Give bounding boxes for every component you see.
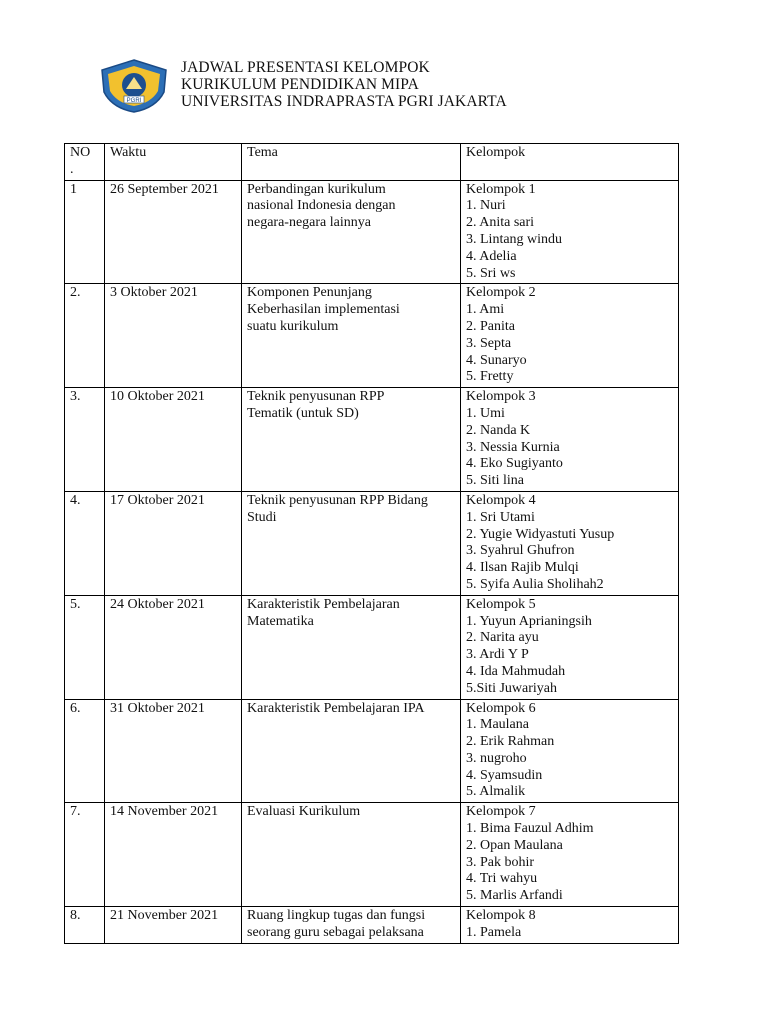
- group-name: Kelompok 5: [466, 596, 536, 612]
- member-item: 4. Sunaryo: [466, 352, 527, 368]
- pgri-shield-logo-icon: [96, 58, 172, 114]
- cell-kelompok: [461, 595, 679, 699]
- member-item: 2. Anita sari: [466, 215, 535, 231]
- member-item: 3. Nessia Kurnia: [466, 439, 560, 455]
- header-line-3: UNIVERSITAS INDRAPRASTA PGRI JAKARTA: [181, 93, 507, 110]
- member-item: 1. Bima Fauzul Adhim: [466, 821, 594, 837]
- member-item: 3. Septa: [466, 335, 512, 351]
- member-item: 3. Pak bohir: [466, 854, 535, 870]
- cell-kelompok: [461, 180, 679, 284]
- cell-no: 5.: [65, 595, 105, 699]
- cell-tema: Komponen Penunjang Keberhasilan implementasi suatu kurikulum: [242, 284, 461, 388]
- table-row: [65, 803, 679, 907]
- member-item: 2. Narita ayu: [466, 630, 539, 646]
- logo-text: PGRI: [126, 98, 142, 104]
- group-name: Kelompok 7: [466, 804, 536, 820]
- group-name: Kelompok 6: [466, 700, 536, 716]
- member-item: 5. Fretty: [466, 369, 514, 385]
- member-item: 4. Tri wahyu: [466, 871, 538, 887]
- member-item: 4. Syamsudin: [466, 767, 543, 783]
- header-kelompok: Kelompok: [461, 144, 679, 181]
- cell-waktu: 26 September 2021: [105, 180, 242, 284]
- pgri-logo: [96, 58, 172, 114]
- member-item: 4. Adelia: [466, 248, 517, 264]
- cell-kelompok: [461, 699, 679, 803]
- cell-waktu: 24 Oktober 2021: [105, 595, 242, 699]
- cell-tema: Perbandingan kurikulum nasional Indonesia dengan negara-negara lainnya: [242, 180, 461, 284]
- member-item: 2. Nanda K: [466, 422, 531, 438]
- group-name: Kelompok 8: [466, 908, 536, 924]
- table-row: [65, 284, 679, 388]
- member-item: 1. Maulana: [466, 717, 529, 733]
- member-item: 3. Lintang windu: [466, 231, 563, 247]
- cell-no: 8.: [65, 907, 105, 944]
- member-item: 1. Umi: [466, 405, 505, 421]
- table-row: [65, 491, 679, 595]
- cell-no: 1: [65, 180, 105, 284]
- cell-waktu: 14 November 2021: [105, 803, 242, 907]
- member-item: 5. Sri ws: [466, 265, 516, 281]
- member-item: 3. Ardi Y P: [466, 647, 529, 663]
- member-item: 4. Ilsan Rajib Mulqi: [466, 560, 579, 576]
- cell-waktu: 31 Oktober 2021: [105, 699, 242, 803]
- table-header-row: [65, 144, 679, 181]
- table-row: [65, 699, 679, 803]
- header-line-2: KURIKULUM PENDIDIKAN MIPA: [181, 76, 419, 93]
- cell-no: 4.: [65, 491, 105, 595]
- cell-kelompok: [461, 284, 679, 388]
- cell-waktu: 10 Oktober 2021: [105, 388, 242, 492]
- member-item: 2. Opan Maulana: [466, 837, 563, 853]
- member-item: 2. Erik Rahman: [466, 734, 555, 750]
- cell-no: 2.: [65, 284, 105, 388]
- member-item: 3. Syahrul Ghufron: [466, 543, 575, 559]
- cell-kelompok: [461, 491, 679, 595]
- cell-kelompok: [461, 388, 679, 492]
- member-item: 5. Siti lina: [466, 473, 524, 489]
- cell-tema: Karakteristik Pembelajaran Matematika: [242, 595, 461, 699]
- member-item: 1. Yuyun Aprianingsih: [466, 613, 592, 629]
- table-row: [65, 595, 679, 699]
- document-header: [181, 59, 507, 110]
- cell-tema: Evaluasi Kurikulum: [242, 803, 461, 907]
- member-item: 5. Syifa Aulia Sholihah2: [466, 576, 604, 592]
- header-no: NO .: [65, 144, 105, 181]
- member-item: 5. Almalik: [466, 784, 526, 800]
- table-row: [65, 180, 679, 284]
- cell-tema: Karakteristik Pembelajaran IPA: [242, 699, 461, 803]
- cell-no: 7.: [65, 803, 105, 907]
- member-item: 2. Panita: [466, 318, 515, 334]
- member-item: 1. Ami: [466, 302, 505, 318]
- member-item: 1. Nuri: [466, 198, 506, 214]
- group-name: Kelompok 1: [466, 181, 536, 197]
- cell-tema: Teknik penyusunan RPP Bidang Studi: [242, 491, 461, 595]
- member-item: 3. nugroho: [466, 750, 527, 766]
- member-item: 4. Ida Mahmudah: [466, 663, 566, 679]
- table-row: [65, 388, 679, 492]
- cell-waktu: 21 November 2021: [105, 907, 242, 944]
- group-name: Kelompok 4: [466, 492, 536, 508]
- member-item: 5.Siti Juwariyah: [466, 680, 557, 696]
- cell-kelompok: [461, 803, 679, 907]
- cell-no: 6.: [65, 699, 105, 803]
- cell-tema: Ruang lingkup tugas dan fungsi seorang guru sebagai pelaksana: [242, 907, 461, 944]
- cell-kelompok: [461, 907, 679, 944]
- cell-tema: Teknik penyusunan RPP Tematik (untuk SD): [242, 388, 461, 492]
- header-waktu: Waktu: [105, 144, 242, 181]
- cell-no: 3.: [65, 388, 105, 492]
- member-item: 5. Marlis Arfandi: [466, 888, 563, 904]
- header-tema: Tema: [242, 144, 461, 181]
- table-row: [65, 907, 679, 944]
- cell-waktu: 3 Oktober 2021: [105, 284, 242, 388]
- group-name: Kelompok 2: [466, 285, 536, 301]
- member-item: 1. Pamela: [466, 924, 522, 940]
- header-line-1: JADWAL PRESENTASI KELOMPOK: [181, 59, 430, 76]
- cell-waktu: 17 Oktober 2021: [105, 491, 242, 595]
- member-item: 2. Yugie Widyastuti Yusup: [466, 526, 615, 542]
- group-name: Kelompok 3: [466, 389, 536, 405]
- schedule-table: [64, 143, 679, 944]
- member-item: 4. Eko Sugiyanto: [466, 456, 563, 472]
- member-item: 1. Sri Utami: [466, 509, 535, 525]
